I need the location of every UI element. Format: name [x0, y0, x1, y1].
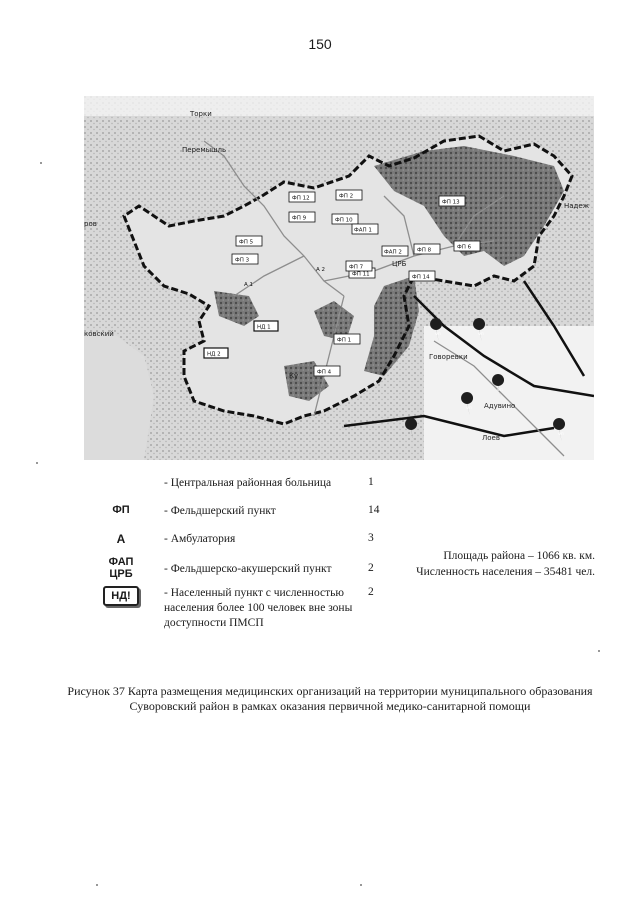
svg-text:ФП: ФП: [466, 406, 472, 410]
svg-text:ФП 7: ФП 7: [349, 264, 364, 271]
legend-count: 3: [368, 532, 374, 544]
place-label: ковский: [84, 330, 114, 338]
place-label: ров: [84, 220, 97, 228]
population-text: Численность населения – 35481 чел.: [416, 566, 595, 578]
place-label: Надеж: [564, 202, 590, 210]
svg-text:ФАП 1: ФАП 1: [354, 227, 372, 234]
page-number: 150: [308, 36, 332, 52]
svg-text:ФП 2: ФП 2: [339, 193, 354, 200]
facility-marker: [382, 246, 408, 256]
facility-marker: [236, 236, 262, 246]
svg-text:ФП 5: ФП 5: [239, 239, 254, 246]
legend-count: 1: [368, 476, 374, 488]
legend-count: 2: [368, 562, 374, 574]
svg-text:ФП 13: ФП 13: [442, 199, 460, 206]
svg-text:ФП 12: ФП 12: [292, 195, 310, 202]
facility-marker: [244, 282, 253, 288]
facility-marker: [409, 271, 435, 281]
place-label: Говоревки: [429, 353, 468, 361]
legend-symbol: ФП: [112, 504, 130, 516]
svg-text:ФП 3: ФП 3: [235, 257, 250, 264]
facility-marker: [332, 214, 358, 224]
svg-text:НД 2: НД 2: [207, 351, 221, 358]
facility-marker: [314, 366, 340, 376]
facility-marker: [439, 196, 465, 206]
figure-caption: Рисунок 37 Карта размещения медицинских организаций на территории муниципального образования Суворовский район в рамках оказания первичной медико-санитарной помощи: [67, 684, 593, 713]
legend-symbol: [84, 556, 158, 580]
facility-marker: [254, 321, 278, 331]
svg-text:ФП: ФП: [497, 388, 503, 392]
area-text: Площадь района – 1066 кв. км.: [443, 550, 595, 562]
legend-text: - Фельдшерско-акушерский пункт: [164, 563, 332, 575]
facility-marker: [289, 192, 315, 202]
svg-text:ФП: ФП: [478, 332, 484, 336]
svg-text:А 1: А 1: [244, 282, 254, 288]
svg-text:ФП 4: ФП 4: [317, 369, 332, 376]
facility-marker: [346, 261, 372, 271]
svg-text:ФП 1: ФП 1: [337, 337, 352, 344]
legend-symbol: А: [116, 532, 126, 546]
place-label: Торки: [190, 110, 212, 118]
facility-marker: [454, 241, 480, 251]
place-label: Адувино: [484, 402, 516, 410]
svg-text:ФП 14: ФП 14: [412, 274, 430, 281]
district-map: [84, 96, 594, 460]
place-label: Ку: [289, 372, 299, 380]
legend-symbol: [84, 586, 158, 606]
facility-marker: [204, 348, 228, 358]
facility-marker: [336, 190, 362, 200]
svg-text:ФП 6: ФП 6: [457, 244, 472, 251]
legend-text: - Фельдшерский пункт: [164, 505, 276, 517]
svg-text:ФП: ФП: [558, 432, 564, 436]
legend-symbol-fap: ФАП: [108, 556, 134, 568]
place-label: ЦРБ: [392, 260, 407, 268]
legend-text: - Населенный пункт с численностью населения более 100 человек вне зоны доступности ПМСП: [164, 587, 353, 629]
district-stats: [390, 548, 595, 580]
legend-count: 14: [368, 504, 380, 516]
facility-marker: [289, 212, 315, 222]
svg-text:ФП 9: ФП 9: [292, 215, 307, 222]
legend-count: 2: [368, 586, 374, 598]
svg-text:А 2: А 2: [316, 267, 326, 273]
facility-marker: [334, 334, 360, 344]
legend-symbol-crb: ЦРБ: [109, 568, 133, 580]
facility-marker: [232, 254, 258, 264]
facility-marker: [414, 244, 440, 254]
legend-text: - Амбулатория: [164, 533, 236, 545]
place-label: Перемышль: [182, 146, 227, 154]
nd-badge: НД!: [103, 586, 138, 606]
svg-text:ФП 11: ФП 11: [352, 271, 370, 278]
svg-text:ФАП 2: ФАП 2: [384, 249, 402, 256]
svg-text:ФП 10: ФП 10: [335, 217, 353, 224]
svg-text:ФП: ФП: [435, 332, 441, 336]
map-canvas: [84, 96, 594, 460]
legend-text: - Центральная районная больница: [164, 477, 332, 489]
facility-marker: [352, 224, 378, 234]
svg-text:НД 1: НД 1: [257, 324, 271, 331]
place-label: Лоев: [482, 434, 500, 442]
facility-marker: [316, 267, 325, 273]
svg-text:ФП 8: ФП 8: [417, 247, 432, 254]
